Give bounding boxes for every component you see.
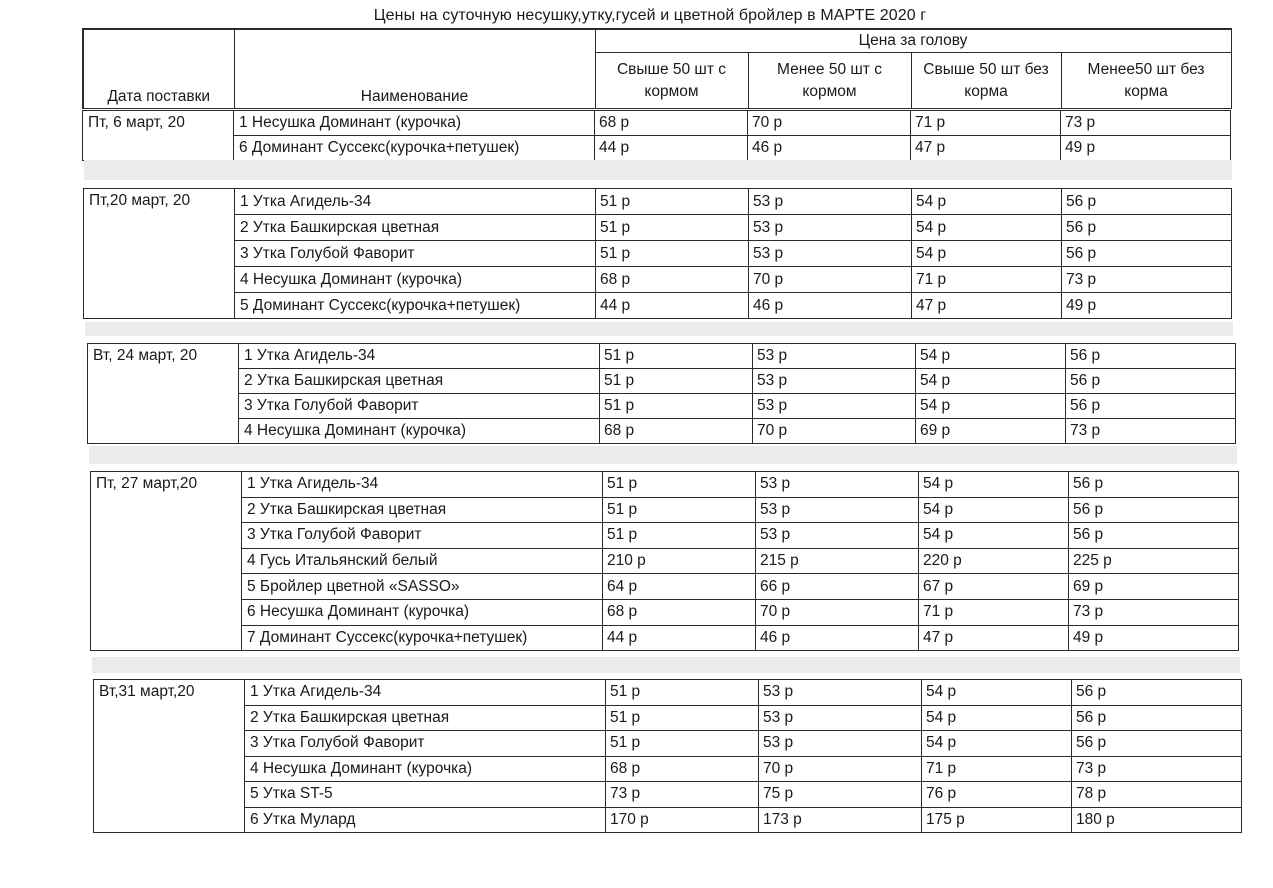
delivery-block <box>83 188 1232 319</box>
price-cell: 46 р <box>748 136 911 161</box>
price-cell: 56 р <box>1069 497 1239 523</box>
price-cell: 73 р <box>1062 267 1232 293</box>
price-cell: 53 р <box>749 215 912 241</box>
price-cell: 64 р <box>603 574 756 600</box>
item-name: 5 Утка ST-5 <box>245 782 606 808</box>
price-cell: 71 р <box>922 756 1072 782</box>
price-cell: 51 р <box>606 705 759 731</box>
table-row <box>91 497 1239 523</box>
table-row <box>83 111 1231 136</box>
table-row <box>94 705 1242 731</box>
price-cell: 66 р <box>756 574 919 600</box>
table-row <box>84 241 1232 267</box>
price-cell: 175 р <box>922 807 1072 833</box>
table-row <box>88 369 1236 394</box>
item-name: 2 Утка Башкирская цветная <box>239 369 600 394</box>
table-row <box>94 731 1242 757</box>
price-cell: 53 р <box>749 241 912 267</box>
price-cell: 68 р <box>603 599 756 625</box>
price-cell: 78 р <box>1072 782 1242 808</box>
price-cell: 173 р <box>759 807 922 833</box>
delivery-date: Пт, 6 март, 20 <box>83 111 234 161</box>
table-row <box>94 680 1242 706</box>
price-cell: 51 р <box>606 731 759 757</box>
price-cell: 54 р <box>919 523 1069 549</box>
delivery-block <box>87 343 1236 444</box>
price-cell: 75 р <box>759 782 922 808</box>
table-row <box>91 599 1239 625</box>
table-row <box>94 782 1242 808</box>
price-cell: 56 р <box>1062 241 1232 267</box>
item-name: 2 Утка Башкирская цветная <box>242 497 603 523</box>
price-cell: 54 р <box>922 680 1072 706</box>
table-row <box>94 807 1242 833</box>
table-row <box>84 215 1232 241</box>
item-name: 7 Доминант Суссекс(курочка+петушек) <box>242 625 603 651</box>
price-cell: 210 р <box>603 548 756 574</box>
price-cell: 49 р <box>1062 293 1232 319</box>
price-cell: 54 р <box>916 369 1066 394</box>
table-row <box>91 523 1239 549</box>
price-cell: 71 р <box>919 599 1069 625</box>
price-cell: 225 р <box>1069 548 1239 574</box>
price-cell: 47 р <box>911 136 1061 161</box>
delivery-block <box>82 110 1231 161</box>
price-cell: 73 р <box>1061 111 1231 136</box>
price-cell: 54 р <box>916 344 1066 369</box>
separator-band <box>84 160 1232 180</box>
price-cell: 51 р <box>596 189 749 215</box>
delivery-date: Пт, 27 март,20 <box>91 472 242 651</box>
price-cell: 70 р <box>749 267 912 293</box>
price-cell: 51 р <box>600 369 753 394</box>
price-cell: 54 р <box>922 705 1072 731</box>
item-name: 1 Утка Агидель-34 <box>245 680 606 706</box>
delivery-block <box>93 679 1242 833</box>
price-cell: 215 р <box>756 548 919 574</box>
price-cell: 56 р <box>1062 189 1232 215</box>
price-cell: 53 р <box>749 189 912 215</box>
price-cell: 56 р <box>1066 344 1236 369</box>
price-cell: 44 р <box>603 625 756 651</box>
price-cell: 51 р <box>600 344 753 369</box>
item-name: 5 Бройлер цветной «SASSO» <box>242 574 603 600</box>
item-name: 3 Утка Голубой Фаворит <box>235 241 596 267</box>
delivery-date: Вт,31 март,20 <box>94 680 245 833</box>
item-name: 2 Утка Башкирская цветная <box>235 215 596 241</box>
price-cell: 56 р <box>1069 472 1239 498</box>
price-cell: 71 р <box>911 111 1061 136</box>
item-name: 1 Утка Агидель-34 <box>239 344 600 369</box>
header-col: Свыше 50 шт с кормом <box>595 53 748 109</box>
price-cell: 76 р <box>922 782 1072 808</box>
table-row <box>91 574 1239 600</box>
table-row <box>84 267 1232 293</box>
price-cell: 53 р <box>756 472 919 498</box>
price-cell: 56 р <box>1066 394 1236 419</box>
price-cell: 51 р <box>596 215 749 241</box>
item-name: 4 Несушка Доминант (курочка) <box>239 419 600 444</box>
price-cell: 53 р <box>753 394 916 419</box>
price-cell: 51 р <box>603 523 756 549</box>
price-cell: 44 р <box>596 293 749 319</box>
header-col: Менее50 шт без корма <box>1061 53 1231 109</box>
price-cell: 49 р <box>1069 625 1239 651</box>
price-cell: 53 р <box>759 731 922 757</box>
price-cell: 56 р <box>1069 523 1239 549</box>
price-cell: 46 р <box>756 625 919 651</box>
price-cell: 73 р <box>1066 419 1236 444</box>
item-name: 4 Несушка Доминант (курочка) <box>235 267 596 293</box>
price-cell: 53 р <box>759 680 922 706</box>
price-cell: 53 р <box>753 369 916 394</box>
table-row <box>94 756 1242 782</box>
header-col: Менее 50 шт с кормом <box>748 53 911 109</box>
page-title: Цены на суточную несушку,утку,гусей и цветной бройлер в МАРТЕ 2020 г <box>373 7 927 24</box>
price-cell: 49 р <box>1061 136 1231 161</box>
price-cell: 51 р <box>600 394 753 419</box>
price-cell: 54 р <box>916 394 1066 419</box>
price-cell: 47 р <box>912 293 1062 319</box>
price-cell: 56 р <box>1066 369 1236 394</box>
price-cell: 73 р <box>1072 756 1242 782</box>
price-cell: 170 р <box>606 807 759 833</box>
price-cell: 54 р <box>912 189 1062 215</box>
price-cell: 69 р <box>916 419 1066 444</box>
price-cell: 54 р <box>922 731 1072 757</box>
price-cell: 56 р <box>1072 680 1242 706</box>
price-cell: 51 р <box>596 241 749 267</box>
separator-band <box>92 657 1240 673</box>
item-name: 4 Несушка Доминант (курочка) <box>245 756 606 782</box>
item-name: 6 Доминант Суссекс(курочка+петушек) <box>234 136 595 161</box>
table-row <box>91 625 1239 651</box>
price-cell: 70 р <box>748 111 911 136</box>
price-cell: 47 р <box>919 625 1069 651</box>
price-cell: 56 р <box>1072 731 1242 757</box>
price-cell: 54 р <box>919 497 1069 523</box>
delivery-block <box>90 471 1239 651</box>
price-cell: 53 р <box>759 705 922 731</box>
price-cell: 56 р <box>1062 215 1232 241</box>
price-cell: 73 р <box>1069 599 1239 625</box>
price-cell: 70 р <box>756 599 919 625</box>
price-cell: 53 р <box>756 497 919 523</box>
price-cell: 53 р <box>753 344 916 369</box>
header-col: Свыше 50 шт без корма <box>911 53 1061 109</box>
price-cell: 71 р <box>912 267 1062 293</box>
table-row <box>84 293 1232 319</box>
item-name: 1 Несушка Доминант (курочка) <box>234 111 595 136</box>
item-name: 2 Утка Башкирская цветная <box>245 705 606 731</box>
delivery-date: Пт,20 март, 20 <box>84 189 235 319</box>
price-cell: 70 р <box>753 419 916 444</box>
item-name: 3 Утка Голубой Фаворит <box>239 394 600 419</box>
header-name: Наименование <box>234 29 595 109</box>
table-row <box>91 548 1239 574</box>
price-cell: 220 р <box>919 548 1069 574</box>
item-name: 4 Гусь Итальянский белый <box>242 548 603 574</box>
separator-band <box>85 322 1233 336</box>
item-name: 6 Утка Мулард <box>245 807 606 833</box>
price-cell: 51 р <box>603 497 756 523</box>
price-cell: 56 р <box>1072 705 1242 731</box>
header-date: Дата поставки <box>83 29 234 109</box>
price-cell: 44 р <box>595 136 748 161</box>
item-name: 3 Утка Голубой Фаворит <box>242 523 603 549</box>
item-name: 5 Доминант Суссекс(курочка+петушек) <box>235 293 596 319</box>
item-name: 6 Несушка Доминант (курочка) <box>242 599 603 625</box>
item-name: 1 Утка Агидель-34 <box>235 189 596 215</box>
price-cell: 68 р <box>600 419 753 444</box>
price-cell: 67 р <box>919 574 1069 600</box>
price-cell: 68 р <box>595 111 748 136</box>
price-cell: 69 р <box>1069 574 1239 600</box>
price-cell: 54 р <box>919 472 1069 498</box>
price-cell: 180 р <box>1072 807 1242 833</box>
price-cell: 73 р <box>606 782 759 808</box>
item-name: 1 Утка Агидель-34 <box>242 472 603 498</box>
table-row <box>88 419 1236 444</box>
price-cell: 68 р <box>606 756 759 782</box>
table-row <box>91 472 1239 498</box>
price-cell: 51 р <box>603 472 756 498</box>
table-row <box>88 344 1236 369</box>
table-row <box>83 136 1231 161</box>
price-cell: 70 р <box>759 756 922 782</box>
price-cell: 68 р <box>596 267 749 293</box>
table-row <box>84 189 1232 215</box>
price-cell: 54 р <box>912 215 1062 241</box>
price-cell: 46 р <box>749 293 912 319</box>
table-header <box>82 28 1232 109</box>
separator-band <box>89 446 1237 464</box>
table-row <box>88 394 1236 419</box>
item-name: 3 Утка Голубой Фаворит <box>245 731 606 757</box>
header-price-group: Цена за голову <box>595 29 1231 53</box>
price-cell: 53 р <box>756 523 919 549</box>
price-cell: 54 р <box>912 241 1062 267</box>
delivery-date: Вт, 24 март, 20 <box>88 344 239 444</box>
price-cell: 51 р <box>606 680 759 706</box>
